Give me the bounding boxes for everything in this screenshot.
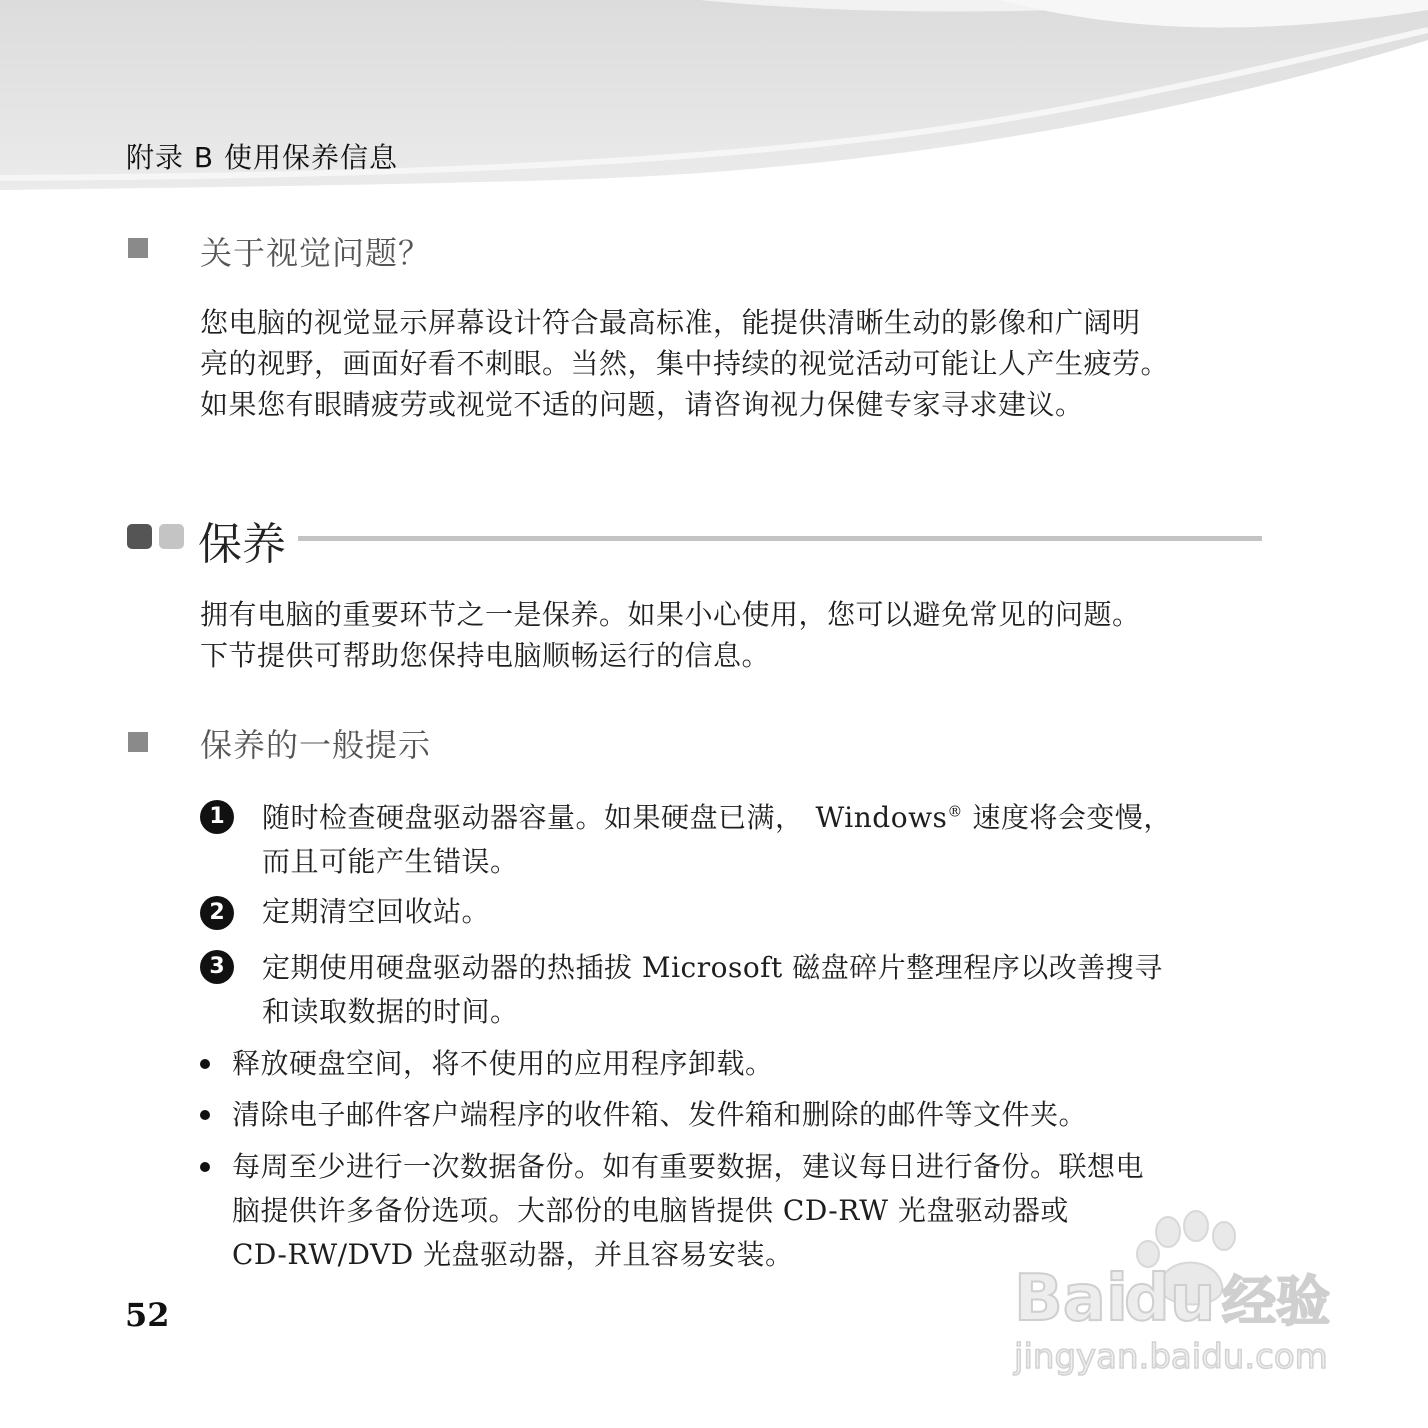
bullet-line: 每周至少进行一次数据备份。如有重要数据，建议每日进行备份。联想电 <box>232 1150 1145 1183</box>
tips-heading: 保养的一般提示 <box>200 726 432 764</box>
number-1-icon: 1 <box>200 800 234 834</box>
page-number: 52 <box>125 1296 170 1334</box>
numbered-item-line <box>262 796 1272 840</box>
item-text-part: 速度将会变慢， <box>962 801 1172 834</box>
vision-paragraph <box>200 302 1270 425</box>
numbered-item-line: 定期清空回收站。 <box>262 895 491 928</box>
section-divider <box>298 536 1262 541</box>
bullet-line: 脑提供许多备份选项。大部份的电脑皆提供 CD-RW 光盘驱动器或 <box>232 1194 1069 1227</box>
baidu-jingyan-watermark <box>1000 1210 1360 1380</box>
number-3-icon: 3 <box>200 950 234 984</box>
bullet-line: 清除电子邮件客户端程序的收件箱、发件箱和删除的邮件等文件夹。 <box>232 1098 1088 1131</box>
bullet-item <box>232 1093 1272 1137</box>
number-2-icon: 2 <box>200 896 234 930</box>
bullet-icon <box>200 1162 210 1172</box>
watermark-cn: 经验 <box>1222 1270 1330 1333</box>
square-bullet-icon <box>128 732 148 752</box>
section-marker-light-icon <box>159 524 184 549</box>
item-text-part: 随时检查硬盘驱动器容量。如果硬盘已满， <box>262 801 804 834</box>
numbered-item-line: 定期使用硬盘驱动器的热插拔 Microsoft 磁盘碎片整理程序以改善搜寻 <box>262 951 1163 984</box>
brand-name: Windows <box>815 801 948 834</box>
square-bullet-icon <box>128 238 148 258</box>
vision-line: 您电脑的视觉显示屏幕设计符合最高标准，能提供清晰生动的影像和广阔明 <box>200 306 1141 339</box>
watermark-brand: Bai <box>1014 1262 1128 1336</box>
section-marker-dark-icon <box>127 524 152 549</box>
section-title: 保养 <box>198 519 286 570</box>
registered-mark: ® <box>947 802 963 821</box>
bullet-icon <box>200 1059 210 1069</box>
numbered-item-line: 而且可能产生错误。 <box>262 845 519 878</box>
numbered-item-1 <box>262 796 1272 884</box>
header-title: 附录 B 使用保养信息 <box>126 141 399 174</box>
intro-line: 拥有电脑的重要环节之一是保养。如果小心使用，您可以避免常见的问题。 <box>200 598 1141 631</box>
vision-line: 如果您有眼睛疲劳或视觉不适的问题，请咨询视力保健专家寻求建议。 <box>200 388 1084 421</box>
bullet-item <box>232 1042 1272 1086</box>
watermark-url: jingyan.baidu.com <box>1014 1337 1328 1377</box>
numbered-item-2 <box>262 890 1272 934</box>
bullet-line: CD-RW/DVD 光盘驱动器，并且容易安装。 <box>232 1238 794 1271</box>
numbered-item-line: 和读取数据的时间。 <box>262 995 519 1028</box>
vision-heading: 关于视觉问题？ <box>200 234 432 272</box>
numbered-item-3 <box>262 946 1272 1034</box>
watermark-brand-du: du <box>1124 1262 1216 1336</box>
intro-line: 下节提供可帮助您保持电脑顺畅运行的信息。 <box>200 639 771 672</box>
vision-line: 亮的视野，画面好看不刺眼。当然，集中持续的视觉活动可能让人产生疲劳。 <box>200 347 1170 380</box>
bullet-icon <box>200 1110 210 1120</box>
bullet-line: 释放硬盘空间，将不使用的应用程序卸载。 <box>232 1047 774 1080</box>
maintenance-intro <box>200 594 1270 676</box>
